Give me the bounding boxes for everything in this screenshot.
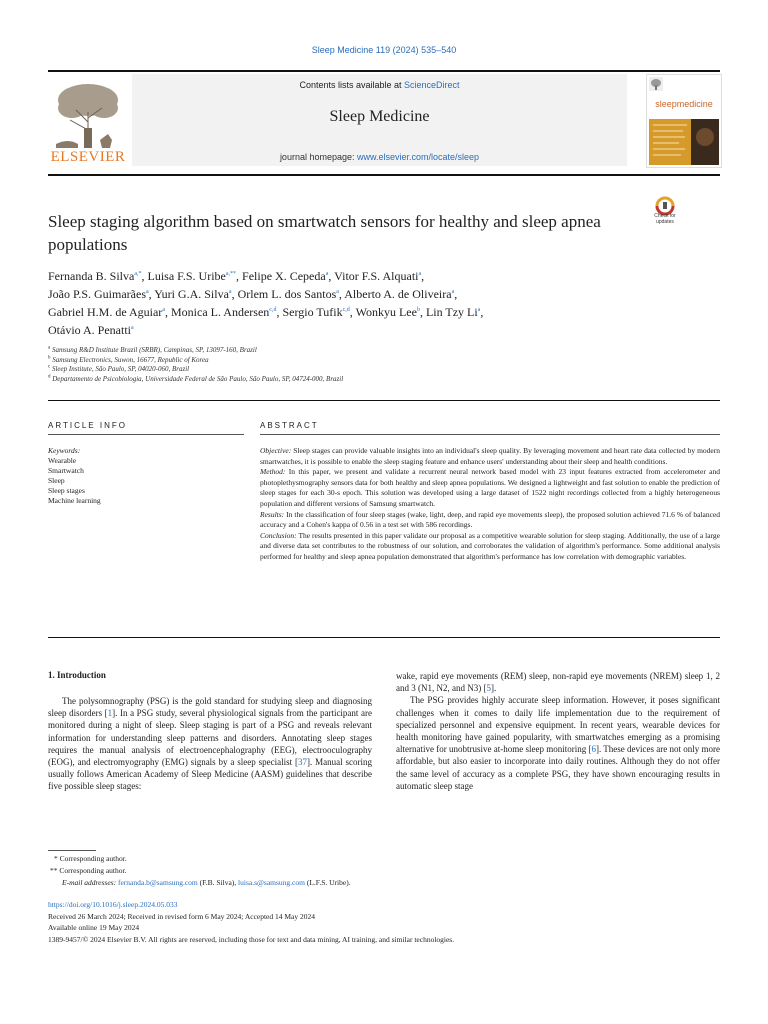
paper-title: Sleep staging algorithm based on smartwatch sensors for healthy and sleep apnea populations (48, 212, 601, 254)
author-affiliation[interactable]: a,** (225, 271, 237, 277)
author-name: Felipe X. Cepeda (242, 269, 326, 283)
affiliation-text: Departamento de Psicobiologia, Universidade Federal de São Paulo, São Paulo, SP, 04724-000, Brazil (52, 374, 344, 383)
author-separator: , (231, 287, 238, 301)
author-affiliation[interactable]: a (228, 289, 232, 295)
copyright-notice: 1389-9457/© 2024 Elsevier B.V. All rights are reserved, including those for text and data mining, AI training, and similar technologies. (48, 934, 455, 944)
cover-image (649, 119, 719, 165)
intro-paragraph (396, 694, 720, 792)
intro-text: wake, rapid eye movements (REM) sleep, non-rapid eye movements (NREM) sleep 1, 2 and 3 (N1, N2, and N3) [ (396, 671, 720, 694)
affiliation-key: d (48, 374, 51, 380)
affiliation-text: Sleep Institute, São Paulo, SP, 04020-060, Brazil (51, 365, 190, 373)
author-separator: , (454, 287, 458, 301)
author-affiliation[interactable]: a (418, 271, 422, 277)
corresponding-author-note: * Corresponding author. (54, 854, 127, 863)
author-separator: , (148, 287, 155, 301)
abstract-objective (260, 446, 720, 467)
affiliation-text: Samsung Electronics, Suwon, 16677, Republic of Korea (52, 355, 209, 364)
keyword-item: Smartwatch (48, 466, 84, 475)
citation-link[interactable]: 5 (486, 683, 491, 694)
check-updates-line1: Check for (654, 213, 676, 219)
journal-name: Sleep Medicine (329, 108, 430, 125)
abstract-end-rule (48, 637, 720, 638)
author-list (48, 267, 648, 339)
journal-cover[interactable] (646, 74, 722, 168)
author-separator: , (338, 287, 345, 301)
abstract-method (260, 467, 720, 509)
intro-text: The polysomnography (PSG) is the gold standard for studying sleep and diagnosing sleep disorders [ (48, 696, 372, 719)
affiliation-item (48, 346, 648, 356)
author-affiliation[interactable]: a (146, 289, 149, 295)
received-dates: Received 26 March 2024; Received in revised form 6 May 2024; Accepted 14 May 2024 (48, 911, 316, 921)
author-separator: , (164, 305, 171, 319)
affiliation-list (48, 346, 648, 384)
affiliation-rule (48, 400, 720, 401)
available-online: Available online 19 May 2024 (48, 923, 140, 932)
corresponding-author-note: ** Corresponding author. (50, 866, 127, 875)
keywords-label: Keywords: (48, 446, 81, 455)
cover-title: sleepmedicine (655, 99, 713, 109)
citation-link[interactable]: 6 (591, 744, 596, 755)
body-column-right (396, 670, 720, 792)
abstract-conclusion (260, 531, 720, 563)
author-separator: , (141, 269, 148, 283)
intro-text: ]. In a PSG study, several physiological signals from the participant are monitored during a night of sleep. Sleep staging is part of a PSG and reveals relevant information for understanding sleep patterns and disorders. Annotating sleep stages requires the manual analysis of electroencephalography (EEG), electrooculography (EOG), and electromyography (EMG) signals by a sleep specialist [ (48, 708, 373, 768)
section-heading-introduction: 1. Introduction (48, 670, 106, 680)
article-footer (48, 899, 720, 945)
author-name: Orlem L. dos Santos (237, 287, 337, 301)
author-affiliation[interactable]: c,d (269, 307, 277, 313)
abstract-body (260, 446, 720, 563)
author-affiliation[interactable]: a (336, 289, 339, 295)
author-separator: , (419, 305, 426, 319)
affiliation-item (48, 356, 648, 366)
author-name: Yuri G.A. Silva (154, 287, 229, 301)
homepage-line (132, 152, 627, 162)
author-separator: , (349, 305, 356, 319)
article-info-rule (48, 434, 244, 435)
results-text: In the classification of four sleep stages (wake, light, deep, and rapid eye movements sleep), the proposed solution achieved 71.6 % of balanced accuracy and a Cohen's kappa of 0.56 in a test set with 586 recordings. (260, 509, 721, 530)
citation-link[interactable]: 1 (107, 708, 113, 719)
affiliation-key: a (48, 345, 51, 351)
check-updates-line2: updates (656, 219, 674, 225)
author-affiliation[interactable]: b (416, 307, 420, 313)
cover-publisher-icon (649, 77, 663, 91)
author-affiliation[interactable]: a (477, 307, 481, 313)
author-name: Alberto A. de Oliveira (344, 287, 452, 301)
conclusion-label: Conclusion: (260, 530, 297, 540)
method-label: Method: (260, 467, 286, 477)
header-top-rule (48, 70, 720, 72)
results-label: Results: (260, 509, 285, 519)
header-bottom-rule (48, 174, 720, 176)
author-name: Sergio Tufik (282, 305, 343, 319)
author-separator: , (236, 269, 243, 283)
author-affiliation[interactable]: a (451, 289, 455, 295)
email-link[interactable]: fernanda.b@samsung.com (117, 878, 198, 887)
author-name: Luisa F.S. Uribe (147, 269, 226, 283)
contents-line (132, 80, 627, 90)
check-updates-label[interactable] (646, 213, 684, 225)
affiliation-key: b (48, 355, 51, 361)
affiliation-key: c (48, 364, 51, 370)
author-name: Lin Tzy Li (425, 305, 478, 319)
affiliation-item (48, 365, 648, 375)
author-affiliation[interactable]: a (325, 271, 329, 277)
sciencedirect-link[interactable]: ScienceDirect (404, 80, 460, 90)
author-name: Fernanda B. Silva (48, 269, 135, 283)
objective-text: Sleep stages can provide valuable insights into an individual's sleep quality. By leveraging movement and heart rate data collected by modern smartwatches, it is possible to enable the sleep staging feature and enhance users' understanding about their sleep and health conditions. (260, 446, 721, 466)
author-name: Wonkyu Lee (355, 305, 417, 319)
author-separator: , (276, 305, 283, 319)
intro-paragraph (396, 670, 720, 694)
intro-text: The PSG provides highly accurate sleep information. However, it poses significant challenges when it comes to daily life implementation due to the requirement of specialized personnel and expensive equipment. In recent years, wearable devices for health monitoring have gained popularity, with smartwatches emerging as a promising alternative for unobtrusive at-home sleep monitoring [ (396, 695, 720, 755)
keywords-block (48, 446, 244, 506)
author-affiliation[interactable]: a,* (134, 271, 142, 277)
keyword-item: Wearable (48, 456, 77, 465)
affiliation-text: Samsung R&D Institute Brazil (SRBR), Campinas, SP, 13097-160, Brazil (51, 346, 257, 354)
objective-label: Objective: (260, 446, 292, 455)
doi-link[interactable]: https://doi.org/10.1016/j.sleep.2024.05.033 (48, 900, 178, 909)
homepage-prefix: journal homepage: (279, 152, 357, 162)
email-owner: (L.F.S. Uribe). (304, 878, 351, 887)
abstract-rule (260, 434, 720, 435)
author-name: Otávio A. Penatti (48, 323, 131, 337)
method-text: In this paper, we present and validate a recurrent neural network based model with 23 input features extracted from accelerometer and photoplethysmography sensors data for both healthy and sleep apnea populations. We designed a lightweight and fast solution to enable the prediction of sleep stages for each 30-s epoch. This solution was developed using a large dataset of 1522 night recordings collected from a highly heterogeneous population and different versions of Samsung smartwatch. (260, 467, 720, 508)
keyword-item: Sleep stages (48, 486, 85, 495)
footnote-rule (48, 850, 96, 851)
journal-citation[interactable]: Sleep Medicine 119 (2024) 535–540 (311, 45, 457, 55)
body-column-left (48, 695, 372, 793)
author-separator: , (328, 269, 335, 283)
email-link[interactable]: luisa.s@samsung.com (238, 878, 305, 887)
author-separator: , (480, 305, 484, 319)
article-info-heading: ARTICLE INFO (48, 421, 127, 430)
footnotes (48, 853, 720, 889)
author-name: Gabriel H.M. de Aguiar (48, 305, 163, 319)
contents-prefix: Contents lists available at (299, 80, 405, 90)
author-separator: , (421, 269, 425, 283)
publisher-wordmark: ELSEVIER (50, 149, 126, 165)
author-affiliation[interactable]: a (162, 307, 165, 313)
citation-link[interactable]: 37 (298, 757, 308, 768)
intro-paragraph (48, 695, 372, 793)
email-owner: (F.B. Silva), (197, 878, 239, 887)
author-name: Monica L. Andersen (170, 305, 270, 319)
author-affiliation[interactable]: c,d (342, 307, 350, 313)
abstract-results (260, 510, 720, 531)
abstract-heading: ABSTRACT (260, 421, 319, 430)
intro-text: ]. These devices are not only more affordable, but also easier to incorporate into daily routines. Although they do not offer the same level of accuracy as a complete PSG, they have shown encouraging results in automatic sleep stage (396, 744, 720, 791)
homepage-link[interactable]: www.elsevier.com/locate/sleep (357, 152, 480, 162)
author-name: Vitor F.S. Alquati (334, 269, 419, 283)
email-addresses (48, 877, 720, 889)
author-name: João P.S. Guimarães (48, 287, 146, 301)
keyword-item: Machine learning (48, 496, 101, 505)
email-label: E-mail addresses: (62, 878, 117, 887)
intro-text: ]. (490, 683, 497, 694)
conclusion-text: The results presented in this paper validate our proposal as a competitive wearable solution for sleep staging. Additionally, the use of a large and diverse data set contributes to the robustness of our solution, and corroborates the validation of algorithm's performance. Some additional analysis performed for healthy and sleep apnea population demonstrated that algorithm's performance has low correlation with demographic variables. (260, 530, 720, 561)
keyword-item: Sleep (48, 476, 65, 485)
author-affiliation[interactable]: a (131, 325, 134, 331)
affiliation-item (48, 375, 648, 385)
intro-text: ]. Manual scoring usually follows American Academy of Sleep Medicine (AASM) guidelines that describe five possible sleep stages: (48, 757, 372, 792)
